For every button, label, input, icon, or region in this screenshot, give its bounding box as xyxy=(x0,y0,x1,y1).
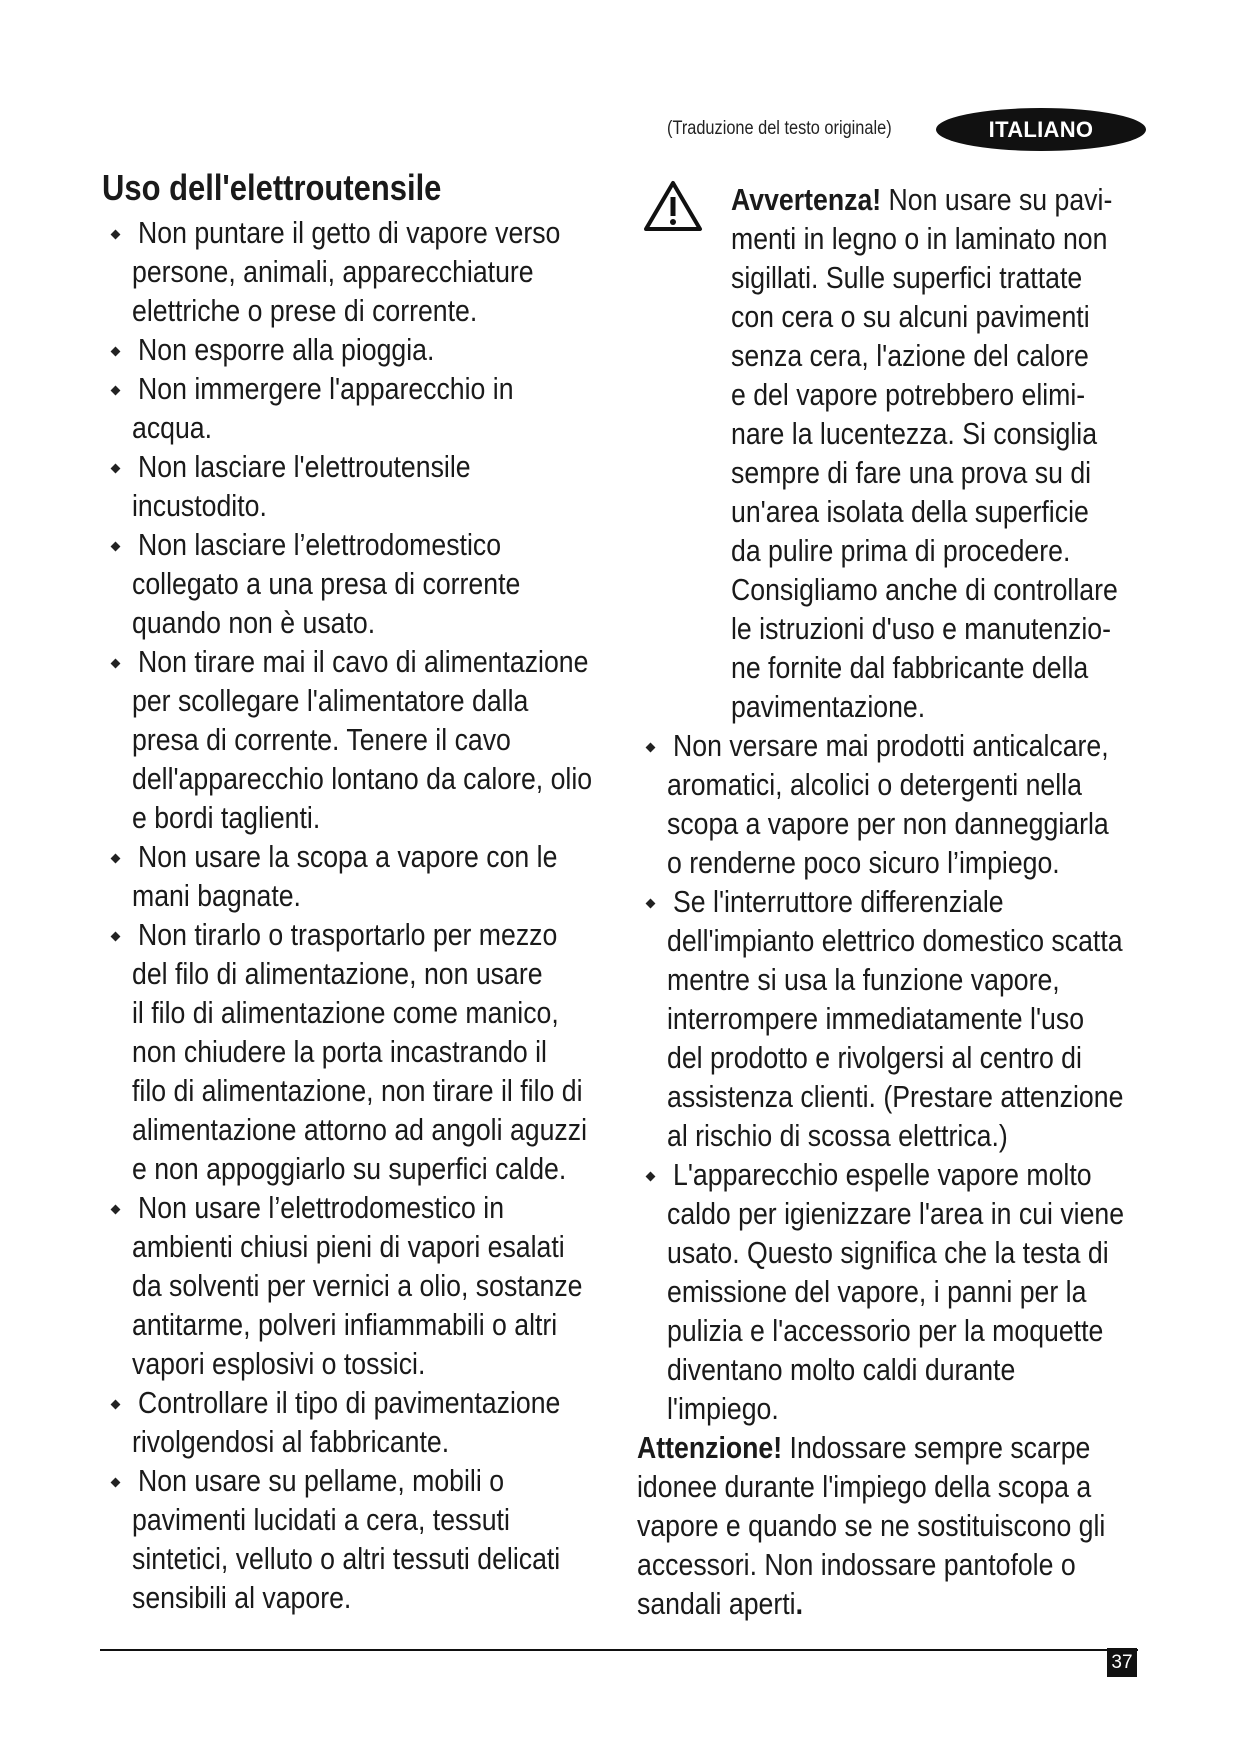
left-column xyxy=(102,166,622,1617)
list-item-line: presa di corrente. Tenere il cavo xyxy=(132,722,511,757)
list-item-line: Non tirarlo o trasportarlo per mezzo xyxy=(138,917,558,952)
right-column xyxy=(637,180,1157,1623)
list-item xyxy=(102,369,622,447)
list-item-line: Non lasciare l'elettroutensile xyxy=(138,449,471,484)
warning-text xyxy=(731,219,1157,726)
list-item-line: alimentazione attorno ad angoli aguzzi xyxy=(132,1112,588,1147)
bullet-diamond-icon xyxy=(111,854,121,864)
right-bullet-list xyxy=(637,726,1157,1428)
list-item-line: dell'apparecchio lontano da calore, olio xyxy=(132,761,593,796)
warning-text-line: pavimentazione. xyxy=(731,689,926,724)
list-item-line: Non usare la scopa a vapore con le xyxy=(138,839,558,874)
list-item-line: sensibili al vapore. xyxy=(132,1580,352,1615)
list-item-line: elettriche o prese di corrente. xyxy=(132,293,478,328)
list-item xyxy=(102,837,622,915)
warning-text-line: da pulire prima di procedere. xyxy=(731,533,1071,568)
translation-note: (Traduzione del testo originale) xyxy=(667,118,892,139)
bullet-diamond-icon xyxy=(111,386,121,396)
list-item-line: usato. Questo significa che la testa di xyxy=(667,1235,1109,1270)
list-item-line: per scollegare l'alimentatore dalla xyxy=(132,683,529,718)
list-item xyxy=(637,882,1157,1155)
list-item-line: scopa a vapore per non danneggiarla xyxy=(667,806,1109,841)
list-item-line: assistenza clienti. (Prestare attenzione xyxy=(667,1079,1124,1114)
warning-text-line: Consigliamo anche di controllare xyxy=(731,572,1118,607)
list-item-line: aromatici, alcolici o detergenti nella xyxy=(667,767,1082,802)
list-item xyxy=(102,1383,622,1461)
attention-last-line-text: sandali aperti xyxy=(637,1586,796,1621)
list-item-line: ambienti chiusi pieni di vapori esalati xyxy=(132,1229,565,1264)
list-item-line: emissione del vapore, i panni per la xyxy=(667,1274,1087,1309)
list-item-line: vapori esplosivi o tossici. xyxy=(132,1346,426,1381)
bullet-diamond-icon xyxy=(111,542,121,552)
list-item-line: al rischio di scossa elettrica.) xyxy=(667,1118,1008,1153)
list-item-line: non chiudere la porta incastrando il xyxy=(132,1034,547,1069)
list-item-line: L'apparecchio espelle vapore molto xyxy=(673,1157,1092,1192)
list-item-line: e bordi taglienti. xyxy=(132,800,321,835)
list-item-line: filo di alimentazione, non tirare il filo di xyxy=(132,1073,583,1108)
attention-last-punct: . xyxy=(795,1586,804,1621)
list-item-line: sintetici, velluto o altri tessuti delicati xyxy=(132,1541,561,1576)
attention-text-line: idonee durante l'impiego della scopa a xyxy=(637,1469,1092,1504)
warning-first-line xyxy=(731,180,1113,219)
warning-text-line: menti in legno o in laminato non xyxy=(731,221,1108,256)
warning-text-line: sempre di fare una prova su di xyxy=(731,455,1092,490)
section-title: Uso dell'elettroutensile xyxy=(102,167,442,208)
list-item-line: o renderne poco sicuro l’impiego. xyxy=(667,845,1060,880)
list-item-line: Non versare mai prodotti anticalcare, xyxy=(673,728,1109,763)
list-item xyxy=(102,1188,622,1383)
attention-text-line: accessori. Non indossare pantofole o xyxy=(637,1547,1076,1582)
list-item-line: del prodotto e rivolgersi al centro di xyxy=(667,1040,1082,1075)
list-item-line: pavimenti lucidati a cera, tessuti xyxy=(132,1502,510,1537)
bullet-diamond-icon xyxy=(646,899,656,909)
warning-text-line: un'area isolata della superficie xyxy=(731,494,1089,529)
bullet-diamond-icon xyxy=(111,464,121,474)
list-item-line: interrompere immediatamente l'uso xyxy=(667,1001,1085,1036)
list-item xyxy=(637,726,1157,882)
list-item-line: acqua. xyxy=(132,410,213,445)
list-item-line: e non appoggiarlo su superfici calde. xyxy=(132,1151,567,1186)
list-item-line: pulizia e l'accessorio per la moquette xyxy=(667,1313,1104,1348)
list-item xyxy=(102,915,622,1188)
list-item-line: antitarme, polveri infiammabili o altri xyxy=(132,1307,558,1342)
list-item xyxy=(102,330,622,369)
list-item-line: del filo di alimentazione, non usare xyxy=(132,956,543,991)
list-item-line: Non usare l’elettrodomestico in xyxy=(138,1190,505,1225)
list-item-line: Controllare il tipo di pavimentazione xyxy=(138,1385,561,1420)
list-item-line: Non puntare il getto di vapore verso xyxy=(138,215,561,250)
attention-label: Attenzione! xyxy=(637,1430,783,1465)
warning-label: Avvertenza! xyxy=(731,182,882,217)
list-item-line: dell'impianto elettrico domestico scatta xyxy=(667,923,1123,958)
list-item xyxy=(102,525,622,642)
bullet-diamond-icon xyxy=(111,1205,121,1215)
attention-first-line-text: Indossare sempre scarpe xyxy=(782,1430,1091,1465)
attention-text-line: vapore e quando se ne sostituiscono gli xyxy=(637,1508,1106,1543)
list-item-line: da solventi per vernici a olio, sostanze xyxy=(132,1268,583,1303)
warning-text-line: ne fornite dal fabbricante della xyxy=(731,650,1089,685)
attention-first-line xyxy=(637,1428,1091,1467)
warning-text-line: senza cera, l'azione del calore xyxy=(731,338,1089,373)
list-item xyxy=(637,1155,1157,1428)
list-item-line: rivolgendosi al fabbricante. xyxy=(132,1424,450,1459)
bullet-diamond-icon xyxy=(111,1478,121,1488)
warning-block xyxy=(637,180,1157,726)
warning-first-line-text: Non usare su pavi- xyxy=(881,182,1113,217)
warning-text-line: le istruzioni d'uso e manutenzio- xyxy=(731,611,1112,646)
list-item-line: quando non è usato. xyxy=(132,605,376,640)
bullet-diamond-icon xyxy=(111,347,121,357)
bullet-diamond-icon xyxy=(111,659,121,669)
list-item-line: Se l'interruttore differenziale xyxy=(673,884,1004,919)
list-item-line: collegato a una presa di corrente xyxy=(132,566,521,601)
list-item xyxy=(102,1461,622,1617)
warning-text-line: con cera o su alcuni pavimenti xyxy=(731,299,1090,334)
list-item xyxy=(102,447,622,525)
list-item-line: il filo di alimentazione come manico, xyxy=(132,995,559,1030)
bullet-diamond-icon xyxy=(111,230,121,240)
list-item-line: Non tirare mai il cavo di alimentazione xyxy=(138,644,589,679)
list-item-line: mentre si usa la funzione vapore, xyxy=(667,962,1060,997)
page-number: 37 xyxy=(1107,1648,1137,1677)
list-item-line: incustodito. xyxy=(132,488,267,523)
attention-last-line xyxy=(637,1584,1084,1623)
list-item-line: Non esporre alla pioggia. xyxy=(138,332,435,367)
list-item-line: mani bagnate. xyxy=(132,878,301,913)
footer-rule xyxy=(100,1649,1138,1651)
list-item-line: Non usare su pellame, mobili o xyxy=(138,1463,505,1498)
list-item xyxy=(102,213,622,330)
bullet-diamond-icon xyxy=(646,743,656,753)
list-item-line: caldo per igienizzare l'area in cui viene xyxy=(667,1196,1125,1231)
bullet-diamond-icon xyxy=(646,1172,656,1182)
list-item-line: Non lasciare l’elettrodomestico xyxy=(138,527,502,562)
attention-block xyxy=(637,1428,1157,1623)
bullet-diamond-icon xyxy=(111,932,121,942)
warning-text-line: nare la lucentezza. Si consiglia xyxy=(731,416,1098,451)
warning-text-line: e del vapore potrebbero elimi- xyxy=(731,377,1086,412)
list-item-line: l'impiego. xyxy=(667,1391,779,1426)
attention-text xyxy=(637,1467,1157,1584)
warning-text-line: sigillati. Sulle superfici trattate xyxy=(731,260,1083,295)
list-item-line: persone, animali, apparecchiature xyxy=(132,254,534,289)
left-bullet-list xyxy=(102,213,622,1617)
list-item xyxy=(102,642,622,837)
list-item-line: Non immergere l'apparecchio in xyxy=(138,371,514,406)
language-badge: ITALIANO xyxy=(936,108,1146,151)
bullet-diamond-icon xyxy=(111,1400,121,1410)
warning-triangle-icon xyxy=(643,180,703,232)
list-item-line: diventano molto caldi durante xyxy=(667,1352,1016,1387)
